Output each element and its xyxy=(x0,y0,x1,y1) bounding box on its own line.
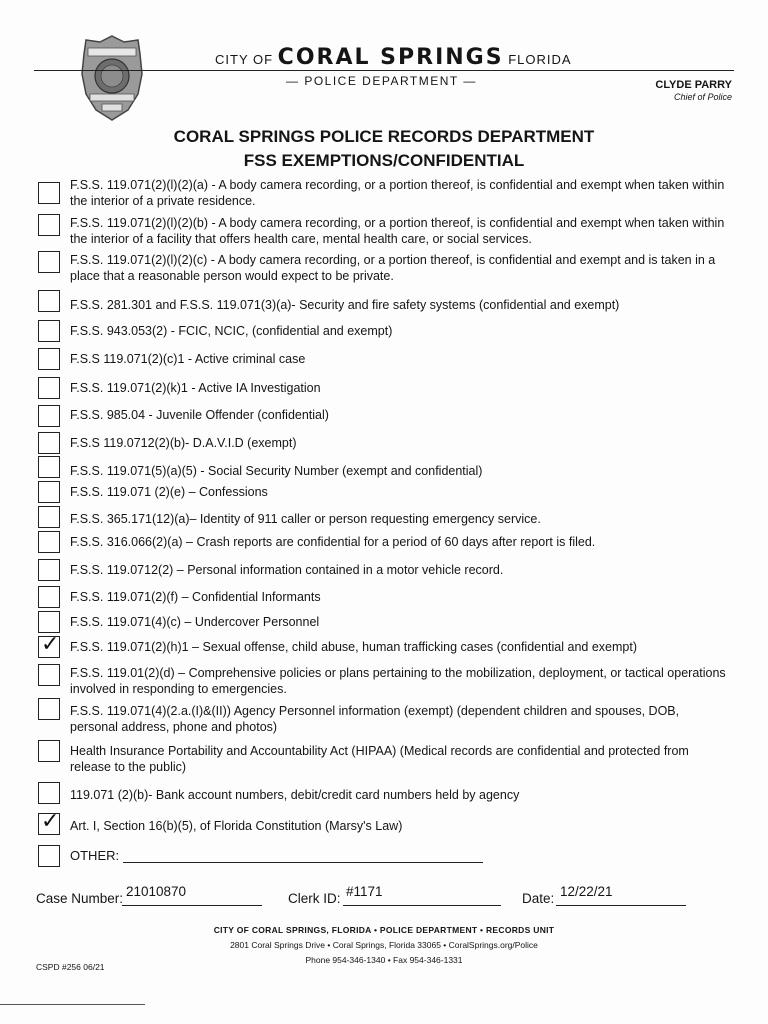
exemption-checkbox[interactable] xyxy=(38,251,60,273)
exemption-checkbox[interactable] xyxy=(38,214,60,236)
exemption-checkbox[interactable] xyxy=(38,559,60,581)
exemption-text: Art. I, Section 16(b)(5), of Florida Constitution (Marsy's Law) xyxy=(70,819,403,833)
exemption-text: F.S.S. 365.171(12)(a)– Identity of 911 caller or person requesting emergency service. xyxy=(70,512,541,526)
exemption-checkbox[interactable] xyxy=(38,631,60,658)
department-name: — POLICE DEPARTMENT — xyxy=(286,74,477,88)
exemption-checkbox[interactable] xyxy=(38,432,60,454)
date-label: Date: xyxy=(522,891,555,906)
exemption-checkbox[interactable] xyxy=(38,456,60,478)
exemption-text: F.S.S. 119.071(5)(a)(5) - Social Security Number (exempt and confidential) xyxy=(70,464,483,478)
exemption-text: F.S.S. 119.01(2)(d) – Comprehensive policies or plans pertaining to the mobilization, deployment, or tactical operations involved in responding to emergencies. xyxy=(70,666,726,696)
checkmark-icon: ✓ xyxy=(41,631,60,656)
other-input-line[interactable] xyxy=(123,862,483,863)
exemption-checkbox[interactable] xyxy=(38,664,60,686)
exemption-checkbox[interactable] xyxy=(38,377,60,399)
case-number-label: Case Number: xyxy=(36,891,124,906)
exemption-text: F.S.S. 281.301 and F.S.S. 119.071(3)(a)- Security and fire safety systems (confidential and exempt) xyxy=(70,298,620,312)
clerk-id-label: Clerk ID: xyxy=(288,891,341,906)
exemption-text: F.S.S. 119.071(2)(k)1 - Active IA Investigation xyxy=(70,381,321,395)
exemption-checkbox[interactable] xyxy=(38,808,60,835)
exemption-checkbox[interactable] xyxy=(38,586,60,608)
clerk-id-value: #1171 xyxy=(346,884,383,899)
footer-phone: Phone 954-346-1340 • Fax 954-346-1331 xyxy=(305,955,463,965)
case-number-value: 21010870 xyxy=(126,884,187,899)
form-subtitle: FSS EXEMPTIONS/CONFIDENTIAL xyxy=(243,151,525,170)
exemption-text: F.S.S. 119.071(2)(l)(2)(c) - A body camera recording, or a portion thereof, is confidential and exempt and is taken in a place that a reasonable person would expect to be private. xyxy=(70,253,716,283)
footer-org: CITY OF CORAL SPRINGS, FLORIDA • POLICE DEPARTMENT • RECORDS UNIT xyxy=(213,925,555,935)
exemption-checkbox[interactable] xyxy=(38,782,60,804)
clerk-id-line xyxy=(343,905,501,906)
exemption-checkbox[interactable] xyxy=(38,611,60,633)
exemption-text: F.S.S. 119.071(2)(l)(2)(b) - A body camera recording, or a portion thereof, is confidential and exempt when taken within the interior of a facility that offers health care, mental health care, or social services. xyxy=(70,216,725,246)
city-heading xyxy=(215,45,572,70)
case-number-line xyxy=(122,905,262,906)
exemption-text: F.S.S. 985.04 - Juvenile Offender (confidential) xyxy=(70,408,329,422)
police-badge-icon xyxy=(80,34,144,122)
chief-name: CLYDE PARRY xyxy=(655,79,732,91)
city-prefix: CITY OF xyxy=(215,52,274,67)
exemption-text: F.S.S. 119.0712(2) – Personal information contained in a motor vehicle record. xyxy=(70,563,504,577)
header-rule xyxy=(34,70,734,71)
exemption-checkbox[interactable] xyxy=(38,405,60,427)
exemption-checkbox[interactable] xyxy=(38,320,60,342)
exemption-checkbox[interactable] xyxy=(38,845,60,867)
scan-edge-mark xyxy=(0,1004,145,1005)
exemption-text: Health Insurance Portability and Accountability Act (HIPAA) (Medical records are confidential and protected from release to the public) xyxy=(70,744,689,774)
exemption-checkbox[interactable] xyxy=(38,698,60,720)
exemption-checkbox[interactable] xyxy=(38,740,60,762)
exemption-checkbox[interactable] xyxy=(38,182,60,204)
exemption-text: F.S.S 119.0712(2)(b)- D.A.V.I.D (exempt) xyxy=(70,436,297,450)
exemption-checkbox[interactable] xyxy=(38,290,60,312)
form-title: CORAL SPRINGS POLICE RECORDS DEPARTMENT xyxy=(173,127,595,146)
date-line xyxy=(556,905,686,906)
state-name: FLORIDA xyxy=(508,52,572,67)
exemption-text: F.S.S. 119.071(4)(c) – Undercover Personnel xyxy=(70,615,320,629)
exemption-text: OTHER: xyxy=(70,848,120,863)
date-value: 12/22/21 xyxy=(560,884,613,899)
form-number: CSPD #256 06/21 xyxy=(36,962,105,972)
exemption-checkbox[interactable] xyxy=(38,348,60,370)
exemption-text: F.S.S. 943.053(2) - FCIC, NCIC, (confidential and exempt) xyxy=(70,324,393,338)
chief-title: Chief of Police xyxy=(673,92,732,102)
exemption-text: F.S.S. 119.071(4)(2.a.(I)&(II)) Agency Personnel information (exempt) (dependent children and spouses, DOB, personal address, phone and photos) xyxy=(70,704,680,734)
exemption-checkbox[interactable] xyxy=(38,481,60,503)
exemption-text: F.S.S. 119.071 (2)(e) – Confessions xyxy=(70,485,268,499)
exemption-text: F.S.S. 119.071(2)(h)1 – Sexual offense, child abuse, human trafficking cases (confidential and exempt) xyxy=(70,640,637,654)
exemption-text: F.S.S 119.071(2)(c)1 - Active criminal case xyxy=(70,352,306,366)
exemption-checkbox[interactable] xyxy=(38,506,60,528)
exemption-text: F.S.S. 119.071(2)(f) – Confidential Informants xyxy=(70,590,321,604)
city-name: CORAL SPRINGS xyxy=(277,45,504,70)
exemption-text: F.S.S. 316.066(2)(a) – Crash reports are confidential for a period of 60 days after report is filed. xyxy=(70,535,596,549)
exemption-checkbox[interactable] xyxy=(38,531,60,553)
checkmark-icon: ✓ xyxy=(41,808,60,833)
footer-address: 2801 Coral Springs Drive • Coral Springs, Florida 33065 • CoralSprings.org/Police xyxy=(230,940,538,950)
exemption-text: 119.071 (2)(b)- Bank account numbers, debit/credit card numbers held by agency xyxy=(70,788,520,802)
exemption-text: F.S.S. 119.071(2)(l)(2)(a) - A body camera recording, or a portion thereof, is confidential and exempt when taken within the interior of a private residence. xyxy=(70,178,725,208)
